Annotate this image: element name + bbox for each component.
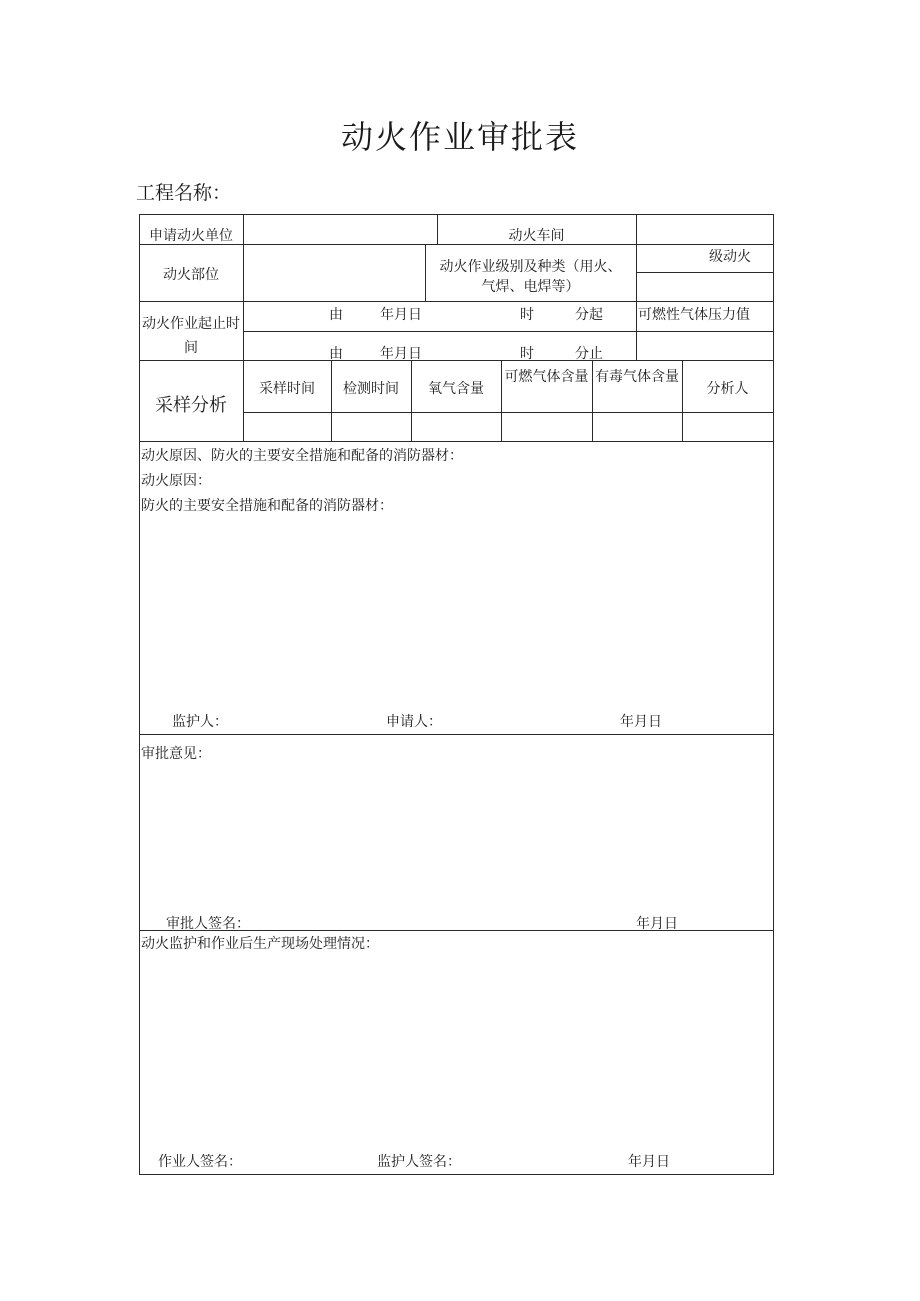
approval-heading: 审批意见： xyxy=(141,746,211,762)
time-range-label-line2: 间 xyxy=(184,340,198,356)
end-from: 由 xyxy=(329,346,343,362)
reason-date-label: 年月日 xyxy=(620,714,662,730)
sampling-col-toxic: 有毒气体含量 xyxy=(595,369,679,385)
start-minute: 分起 xyxy=(575,307,603,323)
end-hour: 时 xyxy=(520,346,534,362)
start-from: 由 xyxy=(329,307,343,323)
time-range-label-line1: 动火作业起止时 xyxy=(142,316,240,332)
sampling-col-test-time: 检测时间 xyxy=(343,381,399,397)
sampling-col-analyst: 分析人 xyxy=(706,381,749,397)
end-minute: 分止 xyxy=(575,346,603,362)
approval-form-table xyxy=(139,214,774,1175)
fire-location-label: 动火部位 xyxy=(163,267,219,283)
sampling-col-oxygen: 氧气含量 xyxy=(428,381,484,397)
sampling-analysis-label: 采样分析 xyxy=(155,395,227,416)
applicant-label: 申请人： xyxy=(386,714,442,730)
end-date: 年月日 xyxy=(380,346,422,362)
reason-section-heading: 动火原因、防火的主要安全措施和配备的消防器材： xyxy=(141,448,463,464)
fire-level-label-line2: 气焊、电焊等） xyxy=(481,279,580,295)
post-work-date-label: 年月日 xyxy=(628,1154,670,1170)
workshop-label: 动火车间 xyxy=(508,228,565,244)
post-work-heading: 动火监护和作业后生产现场处理情况： xyxy=(141,936,379,952)
worker-signature-label: 作业人签名： xyxy=(158,1154,242,1170)
gas-pressure-label: 可燃性气体压力值 xyxy=(638,307,750,323)
sampling-col-combustible: 可燃气体含量 xyxy=(504,369,589,385)
sampling-col-sample-time: 采样时间 xyxy=(259,381,315,397)
reason-label: 动火原因： xyxy=(141,473,211,489)
fire-level-label-line1: 动火作业级别及种类（用火、 xyxy=(439,259,622,275)
start-date: 年月日 xyxy=(380,307,422,323)
applicant-unit-label: 申请动火单位 xyxy=(149,228,233,244)
guardian-label: 监护人： xyxy=(172,714,228,730)
guardian-signature-label: 监护人签名： xyxy=(377,1154,461,1170)
page-title: 动火作业审批表 xyxy=(340,118,579,156)
start-hour: 时 xyxy=(520,307,534,323)
approver-signature-label: 审批人签名： xyxy=(166,916,250,932)
measures-label: 防火的主要安全措施和配备的消防器材： xyxy=(141,498,393,514)
project-name-label: 工程名称： xyxy=(136,182,232,204)
fire-level-suffix: 级动火 xyxy=(709,249,751,265)
approval-date-label: 年月日 xyxy=(636,916,678,932)
